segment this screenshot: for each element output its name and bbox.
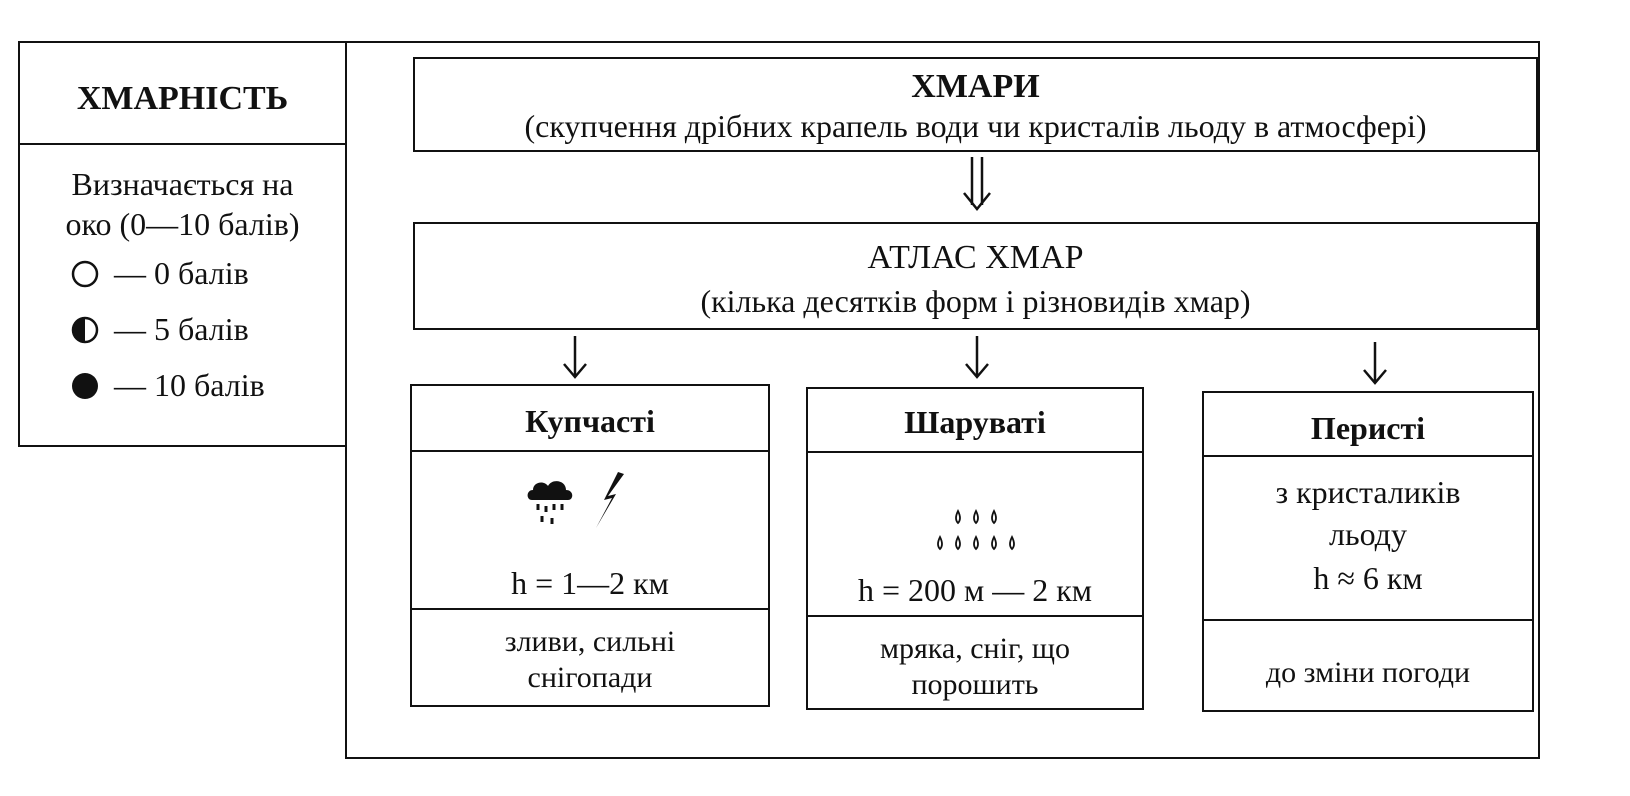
legend-label-0: — 0 балів — [114, 255, 249, 291]
cloudiness-desc-line2: око (0—10 балів) — [65, 206, 300, 242]
type-weather-line1: до зміни погоди — [1265, 656, 1471, 689]
outer-frame-inner-left — [345, 445, 347, 759]
legend-label-2: — 10 балів — [114, 367, 265, 403]
clouds-box — [413, 57, 1538, 152]
legend-item-1 — [70, 311, 249, 348]
type-box-stratus — [806, 387, 1144, 710]
type-box-cumulus — [410, 384, 770, 707]
type-height: h = 200 м — 2 км — [857, 572, 1093, 608]
type-divider-top — [1204, 455, 1532, 457]
cloudiness-title: ХМАРНІСТЬ — [76, 80, 289, 117]
type-desc-line2: льоду — [1329, 516, 1407, 552]
lightning-icon — [590, 470, 630, 530]
type-divider-bottom — [412, 608, 768, 610]
double-down-arrow-icon — [960, 155, 996, 213]
legend-item-0 — [70, 255, 249, 292]
outer-frame-right — [1538, 41, 1540, 759]
type-height: h ≈ 6 км — [1313, 560, 1423, 596]
type-height: h = 1—2 км — [511, 565, 669, 601]
type-weather-line1: зливи, сильні — [504, 625, 676, 658]
type-name: Шаруваті — [904, 404, 1046, 440]
legend-item-2 — [70, 367, 265, 404]
type-weather-line2: снігопади — [527, 661, 653, 694]
type-name: Перисті — [1310, 410, 1426, 446]
cloudiness-divider — [20, 143, 345, 145]
filled-circle-icon — [70, 371, 100, 401]
arrow-to-type-0-icon — [560, 334, 590, 380]
cloudiness-box — [18, 41, 347, 447]
outer-frame-bottom — [345, 757, 1540, 759]
atlas-title: АТЛАС ХМАР — [867, 239, 1084, 276]
arrow-to-type-1-icon — [962, 334, 992, 380]
arrow-to-type-2-icon — [1360, 340, 1390, 386]
clouds-title: ХМАРИ — [911, 68, 1040, 105]
type-divider-top — [808, 451, 1142, 453]
type-divider-bottom — [1204, 619, 1532, 621]
empty-circle-icon — [70, 259, 100, 289]
half-circle-icon — [70, 315, 100, 345]
type-desc-line1: з кристаликів — [1275, 474, 1461, 510]
clouds-subtitle: (скупчення дрібних крапель води чи кристалів льоду в атмосфері) — [524, 108, 1427, 144]
legend-label-1: — 5 балів — [114, 311, 249, 347]
type-box-cirrus — [1202, 391, 1534, 712]
type-divider-bottom — [808, 615, 1142, 617]
type-weather-line2: порошить — [911, 668, 1039, 701]
atlas-box — [413, 222, 1538, 330]
atlas-subtitle: (кілька десятків форм і різновидів хмар) — [700, 283, 1251, 319]
drizzle-drops-icon — [930, 507, 1022, 559]
storm-cloud-icon — [522, 472, 578, 528]
type-divider-top — [412, 450, 768, 452]
type-name: Купчасті — [525, 403, 655, 439]
cloudiness-desc-line1: Визначається на — [71, 166, 294, 202]
type-weather-line1: мряка, сніг, що — [880, 632, 1070, 665]
